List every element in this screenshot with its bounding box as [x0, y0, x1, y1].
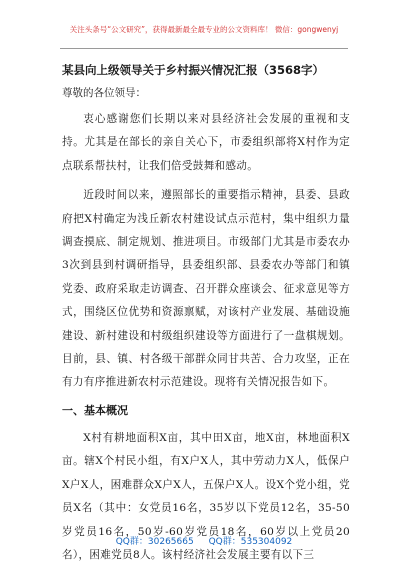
header-divider: [60, 48, 348, 49]
section-heading-overview: 一、基本概况: [62, 403, 128, 417]
qq-group-1: QQ群：30265665: [115, 537, 194, 547]
footer-contact: [0, 534, 408, 547]
qq-group-2: QQ群：535304092: [208, 537, 293, 547]
document-body: [62, 52, 350, 567]
paragraph-intro: 衷心感谢您们长期以来对县经济社会发展的重视和支持。尤其是在部长的亲自关心下，市委组织部将X村作为定点联系帮扶村，让我们倍受鼓舞和感动。: [62, 113, 350, 172]
salutation: 尊敬的各位领导：: [62, 87, 146, 99]
document-title: 某县向上级领导关于乡村振兴情况汇报（3568字）: [62, 63, 325, 77]
promo-banner: 关注头条号“公文研究”，获得最新最全最专业的公文资料库！ 微信：gongwenyj: [69, 25, 339, 34]
paragraph-progress: 近段时间以来，遵照部长的重要指示精神，县委、县政府把X村确定为浅丘新农村建设试点示范村，集中组织力量调查摸底、制定规划、推进项目。市级部门尤其是市委农办3次到县到村调研指导，县委组织部、县委农办等部门和镇党委、政府采取走访调查、召开群众座谈会、征求意见等方式，围绕区位优势和资源禀赋，对该村产业发展、基础设施建设、新村建设和村级组织建设等方面进行了一盘棋规划。目前，县、镇、村各级干部群众同甘共苦、合力攻坚，正在有力有序推进新农村示范建设。现将有关情况报告如下。: [62, 189, 350, 389]
paragraph-overview: X村有耕地面积X亩，其中田X亩，地X亩，林地面积X亩。辖X个村民小组，有X户X人，其中劳动力X人，低保户X户X人，困难群众X户X人，五保户X人。设X个党小组，党员X名（其中：女党员16名，35岁以下党员12名，35-50岁党员16名，50岁-60岁党员18名，60岁以上党员20名），困难党员8人。该村经济社会发展主要有以下三: [62, 431, 350, 561]
